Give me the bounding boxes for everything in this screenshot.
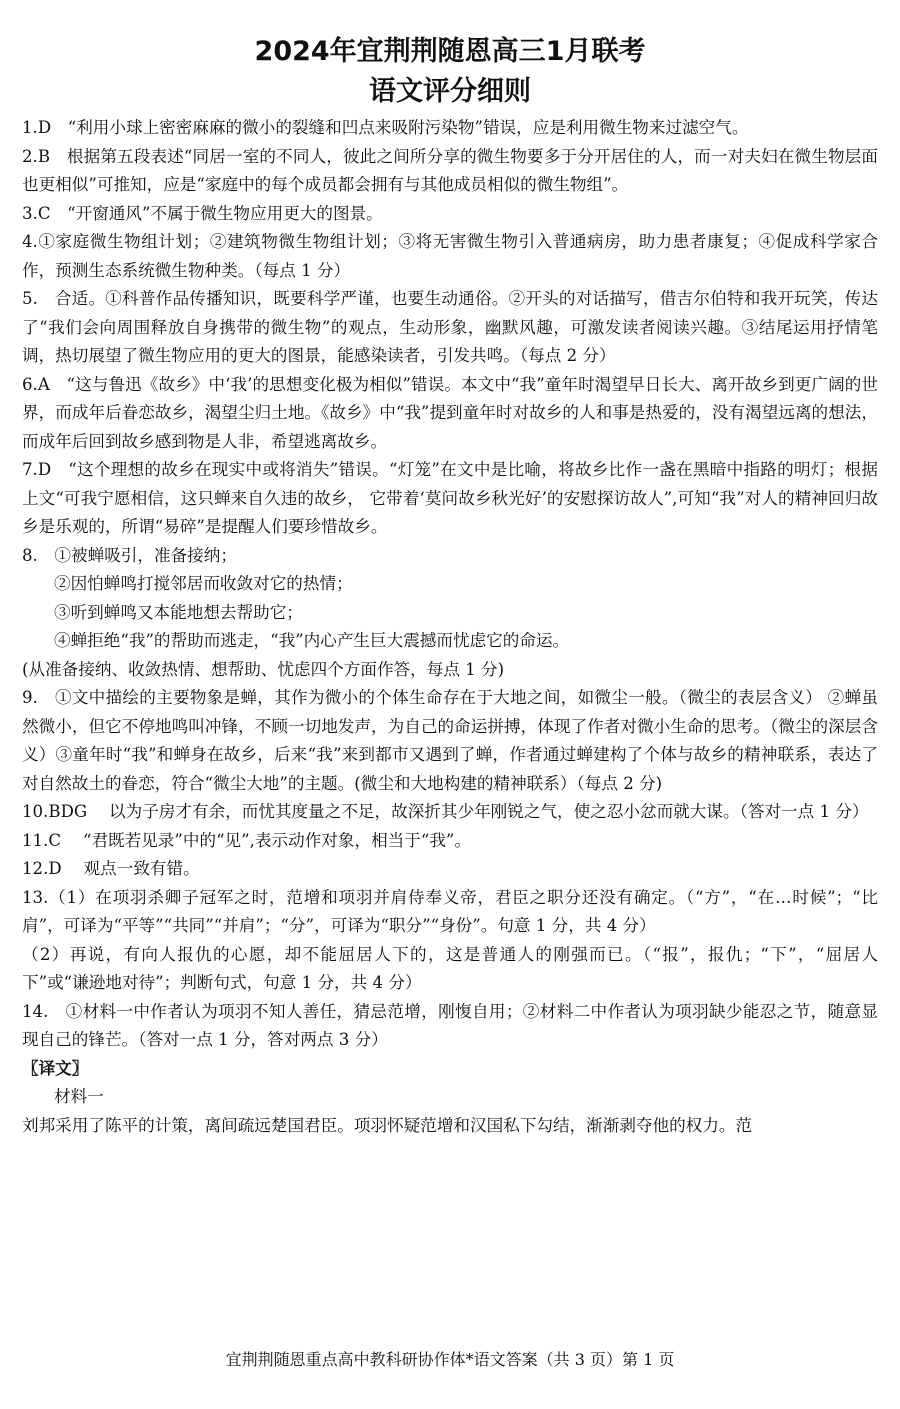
- answer-14: 14. ①材料一中作者认为项羽不知人善任，猜忌范增，刚愎自用；②材料二中作者认为项羽缺少能忍之节，随意显现自己的锋芒。（答对一点 1 分，答对两点 3 分）: [22, 1001, 878, 1049]
- answer-body: [0, 114, 900, 1140]
- answer-8-point-3: ③听到蝉鸣又本能地想去帮助它；: [54, 602, 303, 622]
- answer-6: 6.A “这与鲁迅《故乡》中‘我’的思想变化极为相似”错误。本文中“我”童年时渴望早日长大、离开故乡到更广阔的世界，而成年后眷恋故乡，渴望尘归土地。《故乡》中“我”提到童年时对故乡的人和事是热爱的，没有渴望远离的想法，而成年后回到故乡感到物是人非，希望逃离故乡。: [22, 374, 878, 451]
- answer-12: 12.D 观点一致有错。: [22, 859, 200, 878]
- answer-10: 10.BDG 以为子房才有余，而忧其度量之不足，故深折其少年刚锐之气，使之忍小忿而就大谋。（答对一点 1 分）: [22, 802, 869, 821]
- answer-13-part-1: 13.（1）在项羽杀卿子冠军之时，范增和项羽并肩侍奉义帝，君臣之职分还没有确定。（“方”，“在…时候”；“比肩”，可译为“平等”“共同”“并肩”；“分”，可译为“职分”“身份”。句意 1 分，共 4 分）: [22, 887, 878, 935]
- answer-8-point-4: ④蝉拒绝“我”的帮助而逃走，“我”内心产生巨大震撼而忧虑它的命运。: [54, 631, 570, 650]
- translation-heading: 〖译文〗: [22, 1058, 89, 1078]
- answer-9: 9. ①文中描绘的主要物象是蝉，其作为微小的个体生命存在于大地之间，如微尘一般。（微尘的表层含义） ②蝉虽然微小，但它不停地鸣叫冲锋，不顾一切地发声，为自己的命运拼搏，体现了作者对微小生命的思考。（微尘的深层含义）③童年时“我”和蝉身在故乡，后来“我”来到都市又遇到了蝉，作者通过蝉建构了个体与故乡的精神联系，表达了对自然故土的眷恋，符合“微尘大地”的主题。(微尘和大地构建的精神联系）（每点 2 分): [22, 688, 878, 793]
- page-footer: 宜荆荆随恩重点高中教科研协作体*语文答案（共 3 页）第 1 页: [225, 1350, 675, 1369]
- answer-5: 5. 合适。①科普作品传播知识，既要科学严谨，也要生动通俗。②开头的对话描写，借吉尔伯特和我开玩笑，传达了“我们会向周围释放自身携带的微生物”的观点，生动形象，幽默风趣，可激发读者阅读兴趣。③结尾运用抒情笔调，热切展望了微生物应用的更大的图景，能感染读者，引发共鸣。（每点 2 分）: [22, 289, 878, 365]
- answer-13-part-2: （2）再说，有向人报仇的心愿，却不能屈居人下的，这是普通人的刚强而已。（“报”，报仇；“下”，“屈居人下”或“谦逊地对待”；判断句式，句意 1 分，共 4 分）: [22, 944, 878, 992]
- page-subtitle: 语文评分细则: [369, 76, 531, 107]
- answer-3: 3.C “开窗通风”不属于微生物应用更大的图景。: [22, 203, 383, 223]
- answer-8-point-2: ②因怕蝉鸣打搅邻居而收敛对它的热情；: [54, 574, 353, 593]
- answer-8: 8. ①被蝉吸引，准备接纳；: [22, 545, 237, 565]
- answer-7: 7.D “这个理想的故乡在现实中或将消失”错误。“灯笼”在文中是比喻，将故乡比作一盏在黑暗中指路的明灯；根据上文“可我宁愿相信，这只蝉来自久违的故乡， 它带着‘莫问故乡秋光好’的安慰探访故人”,可知“我”对人的精神回归故乡是乐观的，所谓“易碎”是提醒人们要珍惜故乡。: [22, 460, 878, 536]
- answer-4: 4.①家庭微生物组计划；②建筑物微生物组计划；③将无害微生物引入普通病房，助力患者康复；④促成科学家合作，预测生态系统微生物种类。（每点 1 分）: [22, 232, 878, 280]
- page-title: 2024年宜荆荆随恩高三1月联考: [254, 36, 646, 67]
- answer-2: 2.B 根据第五段表述“同居一室的不同人，彼此之间所分享的微生物要多于分开居住的人，而一对夫妇在微生物层面也更相似”可推知，应是“家庭中的每个成员都会拥有与其他成员相似的微生物组”。: [22, 146, 878, 194]
- answer-11: 11.C “君既若见录”中的“见”,表示动作对象，相当于“我”。: [22, 830, 472, 850]
- answer-8-note: (从准备接纳、收敛热情、想帮助、忧虑四个方面作答，每点 1 分): [22, 659, 505, 679]
- translation-material-label: 材料一: [54, 1087, 104, 1106]
- answer-1: 1.D “利用小球上密密麻麻的微小的裂缝和凹点来吸附污染物”错误，应是利用微生物来过滤空气。: [22, 118, 749, 137]
- translation-text: 刘邦采用了陈平的计策，离间疏远楚国君臣。项羽怀疑范增和汉国私下勾结，渐渐剥夺他的权力。范: [22, 1115, 753, 1135]
